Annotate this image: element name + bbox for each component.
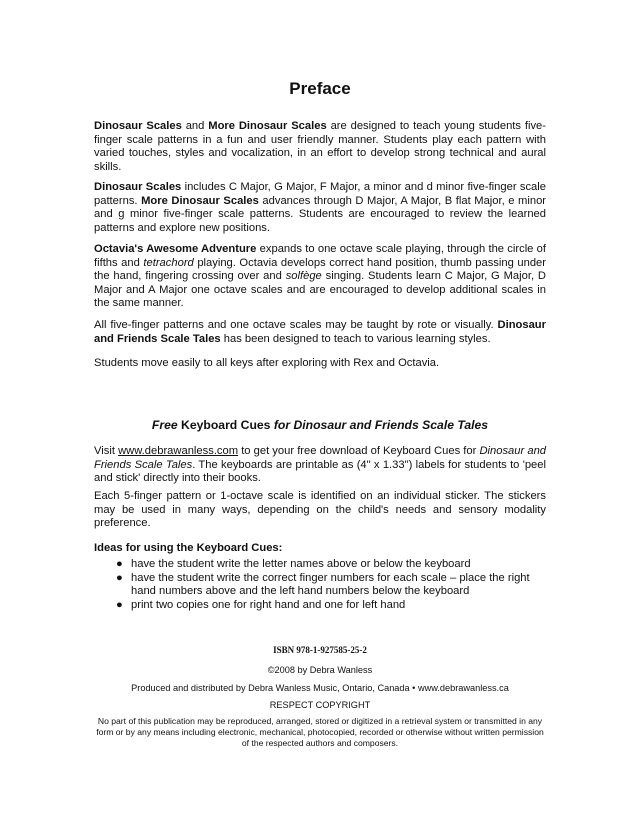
text-span: All five-finger patterns and one octave scales may be taught by rote or visually. [94,319,498,331]
book-title-more-dinosaur-scales: More Dinosaur Scales [141,194,259,207]
list-item-text: have the student write the letter names above or below the keyboard [131,558,471,570]
keyboard-cues-heading [0,418,640,432]
respect-copyright: RESPECT COPYRIGHT [269,700,371,710]
text-span: singing. Students learn C Major, G Major, D Major and A Major one octave scales and are encouraged to develop additional scales in the same manner. [94,270,546,310]
heading-scale-tales: for Dinosaur and Friends Scale Tales [273,418,489,432]
ideas-list [116,558,548,612]
isbn: ISBN 978-1-927585-25-2 [273,645,367,655]
list-item [116,572,548,599]
publisher-line: Produced and distributed by Debra Wanless Music, Ontario, Canada • www.debrawanless.ca [131,683,509,693]
text-span: has been designed to teach to various learning styles. [220,332,491,345]
bullet-icon: ● [116,598,123,611]
paragraph-stickers: Each 5-finger pattern or 1-octave scale is identified on an individual sticker. The stickers may be used in many ways, depending on the child's needs and sensory modality preference. [94,490,546,530]
list-item [116,558,548,572]
text-span: expands to one octave scale playing, through the circle of fifths and [94,243,547,269]
paragraph-closing: Students move easily to all keys after exploring with Rex and Octavia. [94,357,440,369]
text-span: and [181,120,209,132]
text-span: to get your free download of Keyboard Cues for [238,445,480,457]
website-link[interactable]: www.debrawanless.com [118,445,239,457]
book-title-dinosaur-scales: Dinosaur Scales [94,181,182,193]
text-span: playing. Octavia develops correct hand position, thumb passing under the hand, fingering crossing over and [94,256,546,283]
book-title-scale-tales: Dinosaur and Friends Scale Tales [94,319,546,345]
rights-notice: No part of this publication may be reproduced, arranged, stored or digitized in a retrieval system or transmitted in any form or by any means including electronic, mechanical, photocopied, recorded or otherwise without written permission of the respected authors and composers. [96,716,544,749]
paragraph-teaching [94,319,546,346]
copyright-line: ©2008 by Debra Wanless [267,665,373,675]
text-span: Visit [94,445,119,457]
text-span: are designed to teach young students five-finger scale patterns in a fun and user friendly manner. Students play each pattern with varied touches, styles and vocalization, in an effort to develop strong technical and aural skills. [94,120,547,173]
term-solfege: solfège [285,270,322,283]
book-title-dinosaur-scales: Dinosaur Scales [94,120,182,132]
text-span: advances through D Major, A Major, B flat Major, e minor and g minor five-finger scale patterns. Students are encouraged to review the learned patterns and explore new positions. [94,194,547,234]
term-tetrachord: tetrachord [143,256,194,269]
ideas-title: Ideas for using the Keyboard Cues: [94,542,283,554]
list-item-text: have the student write the correct finger numbers for each scale – place the right hand numbers above and the left hand numbers below the keyboard [131,571,530,598]
text-span: . The keyboards are printable as (4" x 1.33") labels for students to 'peel and stick' directly into their books. [94,458,546,485]
bullet-icon: ● [116,571,123,584]
paragraph-octavia [94,243,546,311]
heading-keyboard-cues: Keyboard Cues [177,418,274,432]
list-item [116,599,548,613]
bullet-icon: ● [116,558,123,570]
paragraph-visit [94,445,546,486]
book-title-more-dinosaur-scales: More Dinosaur Scales [208,120,327,132]
list-item-text: print two copies one for right hand and one for left hand [131,598,406,611]
text-span: includes C Major, G Major, F Major, a minor and d minor five-finger scale patterns. [94,181,546,207]
book-title-scale-tales: Dinosaur and Friends Scale Tales [94,445,547,471]
heading-free: Free [151,418,178,432]
page-title: Preface [289,79,351,98]
paragraph-intro [94,120,546,174]
paragraph-scales-content [94,181,546,235]
book-title-octavia: Octavia's Awesome Adventure [94,243,257,255]
